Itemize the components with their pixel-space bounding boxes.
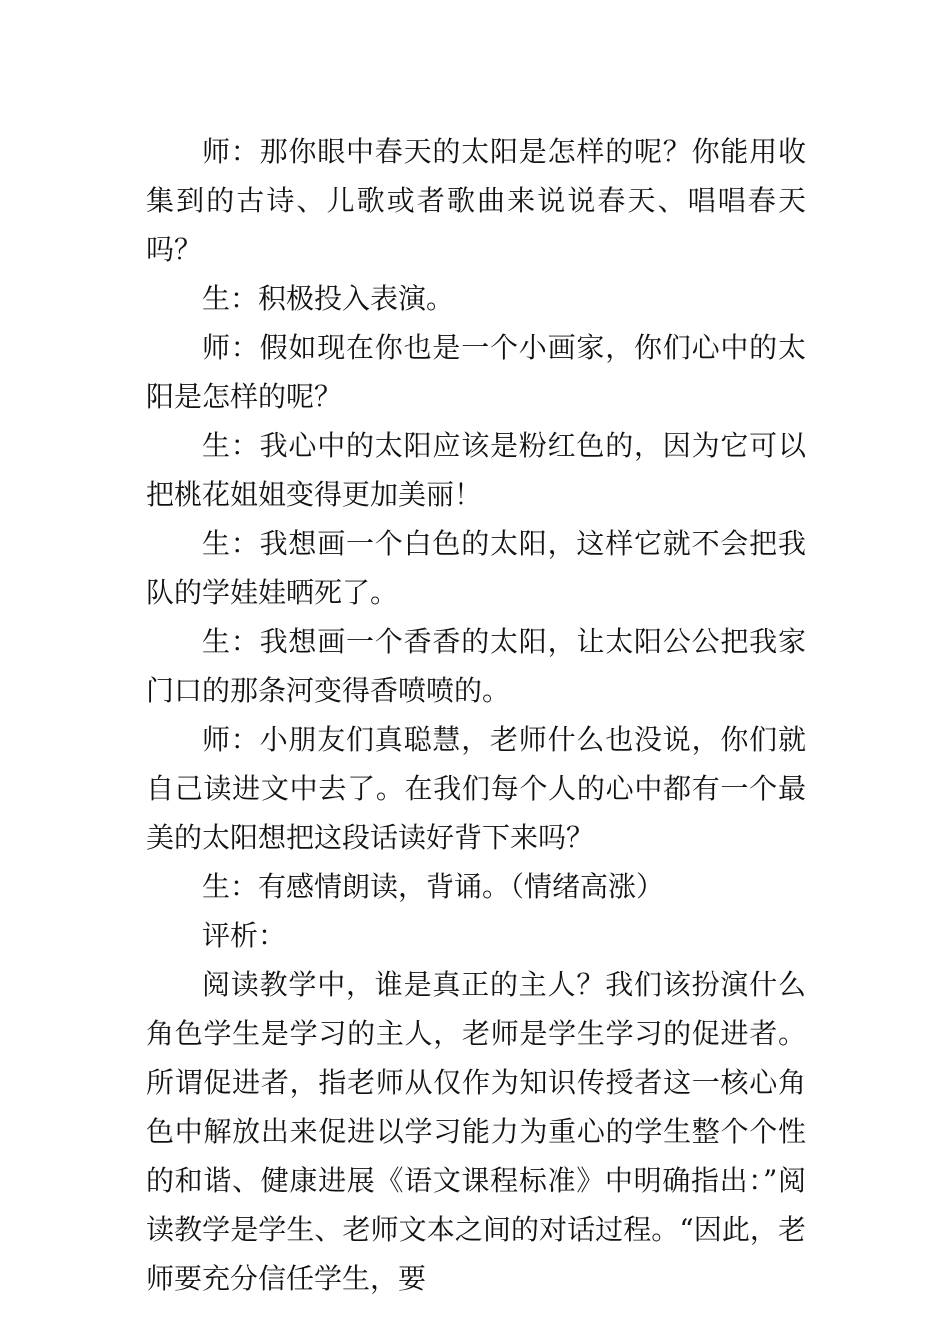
paragraph-student-pink-sun: 生：我心中的太阳应该是粉红色的，因为它可以把桃花姐姐变得更加美丽！: [146, 429, 806, 511]
paragraph-student-performance: 生：积极投入表演。: [202, 282, 455, 315]
paragraph-student-recite: 生：有感情朗读，背诵。（情绪高涨）: [202, 870, 665, 903]
paragraph-teacher-praise: 师：小朋友们真聪慧，老师什么也没说，你们就自己读进文中去了。在我们每个人的心中都有一个最美的太阳想把这段话读好背下来吗？: [146, 723, 806, 854]
paragraph-analysis-body: 阅读教学中，谁是真正的主人？我们该扮演什么角色学生是学习的主人，老师是学生学习的促进者。所谓促进者，指老师从仅作为知识传授者这一核心角色中解放出来促进以学习能力为重心的学生整个个性的和谐、健康进展《语文课程标准》中明确指出：”阅读教学是学生、老师文本之间的对话过程。“因此，老师要充分信任学生，要: [146, 968, 806, 1295]
paragraph-teacher-little-painter: 师：假如现在你也是一个小画家，你们心中的太阳是怎样的呢？: [146, 331, 806, 413]
paragraph-student-white-sun: 生：我想画一个白色的太阳，这样它就不会把我队的学娃娃晒死了。: [146, 527, 806, 609]
document-body: [146, 127, 806, 1303]
paragraph-teacher-question-spring-sun: 师：那你眼中春天的太阳是怎样的呢？你能用收集到的古诗、儿歌或者歌曲来说说春天、唱唱春天吗？: [146, 135, 806, 266]
paragraph-analysis-heading: 评析：: [202, 919, 287, 952]
paragraph-student-fragrant-sun: 生：我想画一个香香的太阳，让太阳公公把我家门口的那条河变得香喷喷的。: [146, 625, 806, 707]
